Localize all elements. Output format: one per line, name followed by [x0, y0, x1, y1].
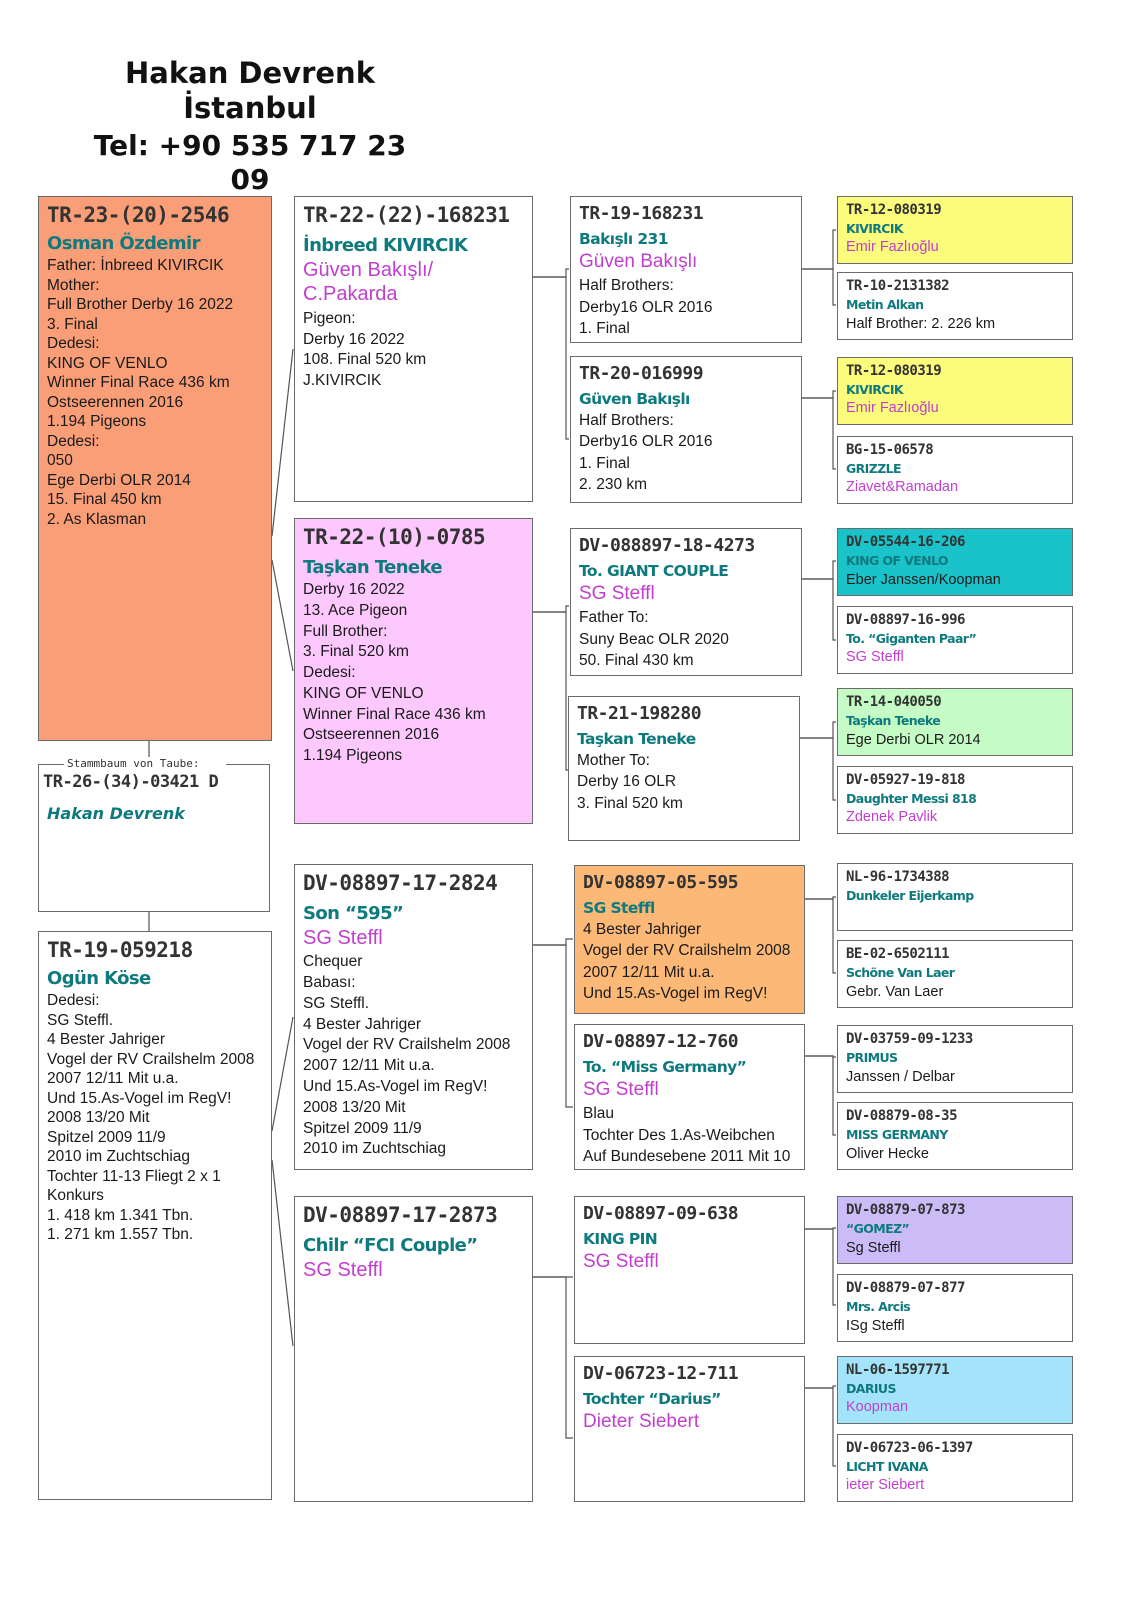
pigeon-name: KIVIRCIK [846, 221, 903, 236]
ring-number: NL-96-1734388 [846, 869, 950, 885]
ring-number: DV-03759-09-1233 [846, 1031, 973, 1047]
pigeon-name: Taşkan Teneke [846, 713, 941, 728]
sdsd-card [837, 606, 1073, 674]
subject-ring-number: TR-26-(34)-03421 D [43, 772, 219, 792]
details-text: 4 Bester Jahriger Vogel der RV Crailshelm 2008 2007 12/11 Mit u.a. Und 15.As-Vogel im RegV! [583, 921, 791, 1003]
pigeon-name: Son “595” [303, 903, 404, 924]
details-text: ISg Steffl [846, 1318, 905, 1334]
pigeon-name: LICHT IVANA [846, 1459, 928, 1474]
pigeon-name: KIVIRCIK [846, 382, 903, 397]
details-text: Father To: Suny Beac OLR 2020 50. Final 430 km [579, 609, 729, 669]
sire-sire-card [294, 196, 533, 502]
breeder-name: Emir Fazlıoğlu [846, 239, 939, 255]
ring-number: TR-20-016999 [579, 363, 704, 384]
ring-number: DV-08897-17-2824 [303, 871, 498, 895]
sds-card [570, 528, 802, 676]
breeder-city: İstanbul [183, 91, 317, 126]
breeder-name: Hakan Devrenk [125, 56, 375, 90]
details-text: Half Brother: 2. 226 km [846, 316, 996, 332]
ring-number: DV-05544-16-206 [846, 534, 965, 550]
breeder-name: SG Steffl [579, 583, 655, 604]
breeder-phone: Tel: +90 535 717 23 09 [93, 128, 407, 196]
dssd-card [837, 940, 1073, 1008]
breeder-name: SG Steffl [303, 1259, 383, 1281]
details-text: Ege Derbi OLR 2014 [846, 732, 981, 748]
sddd-card [837, 766, 1073, 834]
pigeon-name: To. GIANT COUPLE [579, 562, 729, 580]
details-text: Half Brothers: Derby16 OLR 2016 1. Final [579, 277, 713, 337]
dam-sire-card [294, 864, 533, 1170]
subject-owner: Hakan Devrenk [47, 804, 185, 823]
details-text: Derby 16 2022 13. Ace Pigeon Full Brother: 3. Final 520 km Dedesi: KING OF VENLO Winner Final Race 436 km Ostseerennen 2016 1.194 Pigeons [303, 581, 486, 765]
ring-number: DV-08897-12-760 [583, 1031, 739, 1052]
ring-number: TR-21-198280 [577, 703, 702, 724]
breeder-name: SG Steffl [583, 1251, 659, 1272]
details-text: Gebr. Van Laer [846, 984, 944, 1000]
ring-number: TR-19-059218 [47, 938, 193, 962]
pigeon-name: KING PIN [583, 1230, 658, 1248]
breeder-name: Zdenek Pavlik [846, 809, 938, 825]
ring-number: TR-22-(22)-168231 [303, 203, 510, 227]
breeder-name: Güven Bakışlı/ C.Pakarda [303, 259, 434, 306]
details-text: Mother To: Derby 16 OLR 3. Final 520 km [577, 752, 683, 812]
ring-number: DV-08897-16-996 [846, 612, 965, 628]
dam-dam-card [294, 1196, 533, 1502]
pigeon-name: Metin Alkan [846, 297, 924, 312]
ring-number: TR-12-080319 [846, 363, 942, 379]
pigeon-name: GRIZZLE [846, 461, 901, 476]
pigeon-name: Schöne Van Laer [846, 965, 955, 980]
sire-card [38, 196, 272, 741]
breeder-name: Ziavet&Ramadan [846, 479, 959, 495]
ring-number: DV-08897-17-2873 [303, 1203, 498, 1227]
ssdd-card [837, 436, 1073, 504]
details-text: Oliver Hecke [846, 1146, 929, 1162]
ring-number: TR-10-2131382 [846, 278, 950, 294]
breeder-name: Güven Bakışlı [579, 251, 698, 272]
subject-pigeon-panel [38, 757, 270, 912]
pigeon-name: Tochter “Darius” [583, 1390, 721, 1408]
ring-number: DV-06723-06-1397 [846, 1440, 973, 1456]
pigeon-name: İnbreed KIVIRCIK [303, 235, 468, 256]
dsd-card [574, 1024, 805, 1170]
breeder-name: Dieter Siebert [583, 1411, 700, 1432]
pigeon-name: Güven Bakışlı [579, 390, 690, 408]
pigeon-name: PRIMUS [846, 1050, 898, 1065]
ring-number: DV-08879-08-35 [846, 1108, 958, 1124]
dsdd-card [837, 1102, 1073, 1170]
ring-number: NL-06-1597771 [846, 1362, 950, 1378]
details-text: Blau Tochter Des 1.As-Weibchen Auf Bundesebene 2011 Mit 10 [583, 1105, 791, 1165]
details-text: Half Brothers: Derby16 OLR 2016 1. Final 2. 230 km [579, 412, 713, 494]
details-text: Dedesi: SG Steffl. 4 Bester Jahriger Vogel der RV Crailshelm 2008 2007 12/11 Mit u.a. Und 15.As-Vogel im RegV! 2008 13/20 Mit Spitzel 2009 11/9 2010 im Zuchtschiag Tochter 11-13 Fliegt 2 x 1 Konkurs 1. 418 km 1.341 Tbn. 1. 271 km 1.557 Tbn. [47, 992, 255, 1244]
sdds-card [837, 688, 1073, 756]
ddss-card [837, 1196, 1073, 1264]
ssss-card [837, 196, 1073, 264]
ring-number: DV-08897-05-595 [583, 872, 739, 893]
ring-number: DV-08879-07-873 [846, 1202, 965, 1218]
ring-number: TR-14-040050 [846, 694, 942, 710]
pigeon-name: Osman Özdemir [47, 233, 200, 254]
dsds-card [837, 1025, 1073, 1093]
pigeon-name: Taşkan Teneke [577, 730, 696, 748]
ring-number: TR-19-168231 [579, 203, 704, 224]
pigeon-name: MISS GERMANY [846, 1127, 948, 1142]
ring-number: DV-088897-18-4273 [579, 535, 755, 556]
breeder-name: SG Steffl [303, 927, 383, 949]
details-text: Pigeon: Derby 16 2022 108. Final 520 km J.KIVIRCIK [303, 309, 427, 390]
details-text: Eber Janssen/Koopman [846, 572, 1001, 588]
breeder-name: Koopman [846, 1399, 909, 1415]
ring-number: TR-22-(10)-0785 [303, 525, 486, 549]
sssd-card [837, 272, 1073, 340]
pigeon-name: Bakışlı 231 [579, 230, 668, 248]
dds-card [574, 1196, 805, 1344]
ring-number: BG-15-06578 [846, 442, 934, 458]
ring-number: DV-08879-07-877 [846, 1280, 965, 1296]
sss-card [570, 196, 802, 343]
ring-number: BE-02-6502111 [846, 946, 950, 962]
pigeon-name: Taşkan Teneke [303, 557, 443, 578]
breeder-name: Emir Fazlıoğlu [846, 400, 939, 416]
pigeon-name: Daughter Messi 818 [846, 791, 977, 806]
details-text: Chequer Babası: SG Steffl. 4 Bester Jahriger Vogel der RV Crailshelm 2008 2007 12/11 Mit u.a. Und 15.As-Vogel im RegV! 2008 13/20 Mit Spitzel 2009 11/9 2010 im Zuchtschiag [303, 953, 511, 1158]
ddds-card [837, 1356, 1073, 1424]
ssds-card [837, 357, 1073, 425]
sdss-card [837, 528, 1073, 596]
dss-card [574, 865, 805, 1014]
breeder-name: ieter Siebert [846, 1477, 925, 1493]
pigeon-name: Mrs. Arcis [846, 1299, 911, 1314]
details-text: Sg Steffl [846, 1240, 901, 1256]
pigeon-name: To. “Giganten Paar” [846, 631, 977, 646]
sdd-card [568, 696, 800, 841]
pigeon-name: DARIUS [846, 1381, 896, 1396]
details-text: Janssen / Delbar [846, 1069, 955, 1085]
pigeon-name: KING OF VENLO [846, 553, 948, 568]
sire-dam-card [294, 518, 533, 824]
ddd-card [574, 1356, 805, 1502]
ssd-card [570, 356, 802, 503]
pigeon-name: Ogün Köse [47, 968, 151, 989]
breeder-name: SG Steffl [846, 649, 904, 665]
ring-number: DV-06723-12-711 [583, 1363, 739, 1384]
dddd-card [837, 1434, 1073, 1502]
dsss-card [837, 863, 1073, 931]
pigeon-name: Dunkeler Eijerkamp [846, 888, 974, 903]
ring-number: DV-08897-09-638 [583, 1203, 739, 1224]
pigeon-name: To. “Miss Germany” [583, 1058, 747, 1076]
ring-number: TR-12-080319 [846, 202, 942, 218]
ring-number: TR-23-(20)-2546 [47, 203, 230, 227]
details-text: Father: İnbreed KIVIRCIK Mother: Full Brother Derby 16 2022 3. Final Dedesi: KING OF VENLO Winner Final Race 436 km Ostseerennen 2016 1.194 Pigeons Dedesi: 050 Ege Derbi OLR 2014 15. Final 450 km 2. As Klasman [47, 257, 234, 528]
pigeon-name: “GOMEZ” [846, 1221, 910, 1236]
pigeon-name: Chilr “FCI Couple” [303, 1235, 478, 1256]
ring-number: DV-05927-19-818 [846, 772, 965, 788]
breeder-name: SG Steffl [583, 1079, 659, 1100]
dam-card [38, 931, 272, 1500]
ddsd-card [837, 1274, 1073, 1342]
pedigree-label: Stammbaum von Taube: [67, 757, 200, 770]
pigeon-name: SG Steffl [583, 899, 655, 917]
